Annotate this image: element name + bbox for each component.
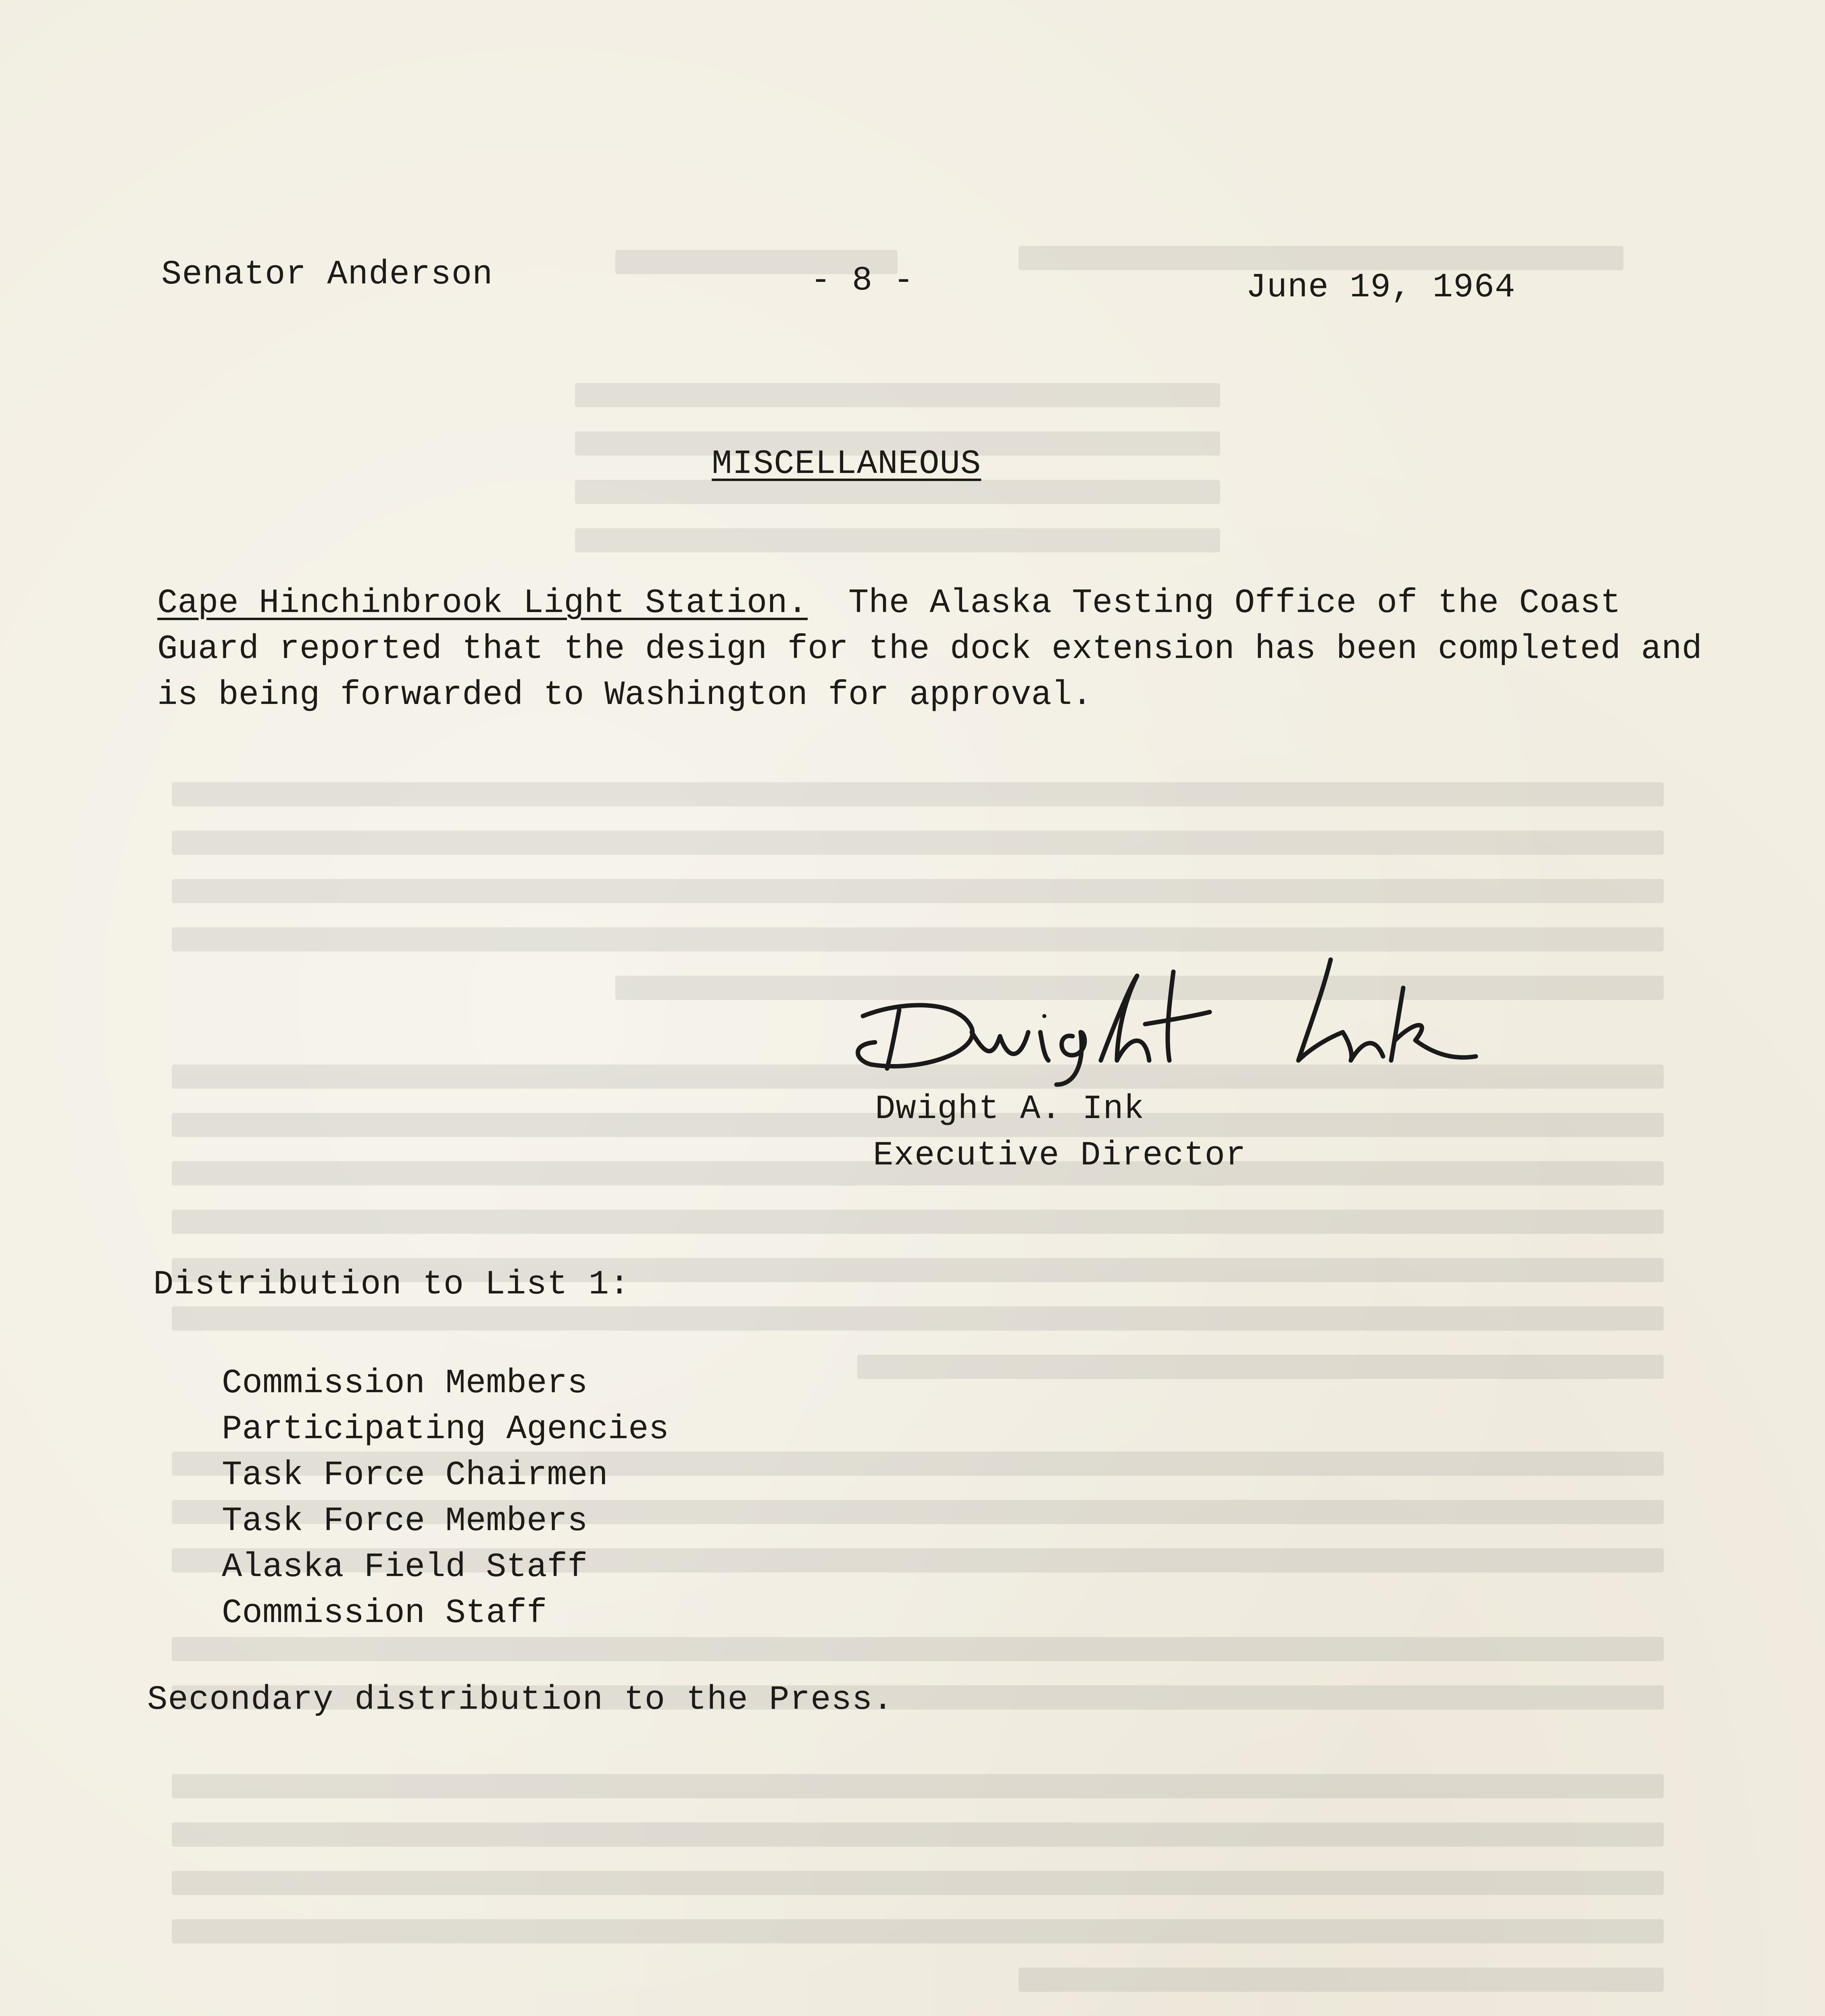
list-item: Participating Agencies (222, 1410, 669, 1449)
typed-signatory-name: Dwight A. Ink (875, 1090, 1145, 1129)
body-paragraph (157, 581, 1730, 719)
distribution-title: Distribution to List 1: (153, 1266, 630, 1304)
list-item: Alaska Field Staff (222, 1548, 588, 1587)
secondary-distribution: Secondary distribution to the Press. (147, 1681, 894, 1719)
addressee-heading: Senator Anderson (161, 256, 493, 294)
paragraph-body: The Alaska Testing Office of the Coast Guard reported that the design for the dock extension has been completed and is being forwarded to Washington for approval. (157, 584, 1702, 714)
list-item: Task Force Members (222, 1502, 588, 1541)
section-title: MISCELLANEOUS (712, 445, 981, 483)
handwritten-signature (839, 939, 1516, 1093)
distribution-list (222, 1361, 669, 1637)
page-number: - 8 - (810, 262, 915, 300)
signatory-title: Executive Director (873, 1137, 1246, 1175)
paragraph-lead: Cape Hinchinbrook Light Station. (157, 584, 808, 623)
list-item: Commission Staff (222, 1594, 547, 1633)
list-item: Task Force Chairmen (222, 1456, 608, 1495)
list-item: Commission Members (222, 1364, 588, 1403)
letter-date: June 19, 1964 (1246, 269, 1516, 307)
